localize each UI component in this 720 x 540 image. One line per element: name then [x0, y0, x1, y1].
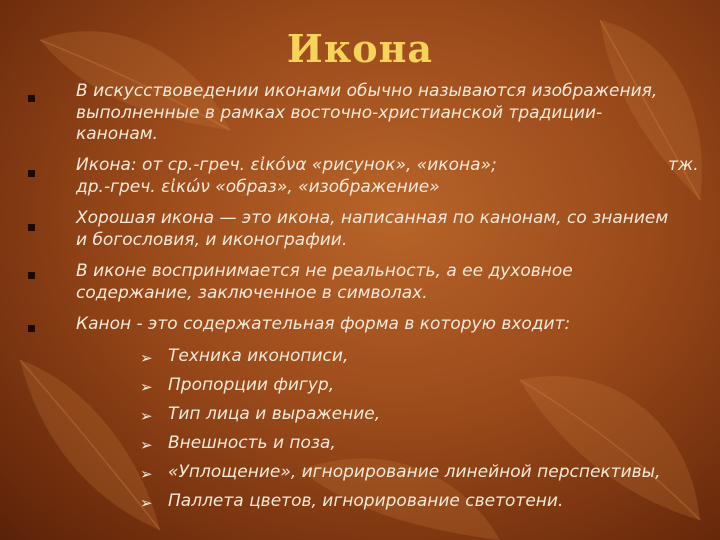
list-item-line: и богословия, и иконографии. — [76, 229, 348, 250]
arrowhead-icon: ➢ — [140, 407, 153, 425]
list-item-line: В искусствоведении иконами обычно называются изображения, — [76, 81, 658, 101]
sub-list-item: Внешность и поза, — [168, 433, 336, 453]
list-item — [76, 261, 706, 304]
arrowhead-icon: ➢ — [140, 494, 153, 512]
square-bullet-icon — [28, 325, 35, 332]
list-item — [76, 155, 706, 198]
arrowhead-icon: ➢ — [140, 378, 153, 396]
list-item-line: Икона: от ср.-греч. εἰκόνα «рисунок», «икона»; — [76, 155, 497, 175]
sub-list-item: Тип лица и выражение, — [168, 404, 381, 424]
square-bullet-icon — [28, 224, 35, 231]
list-item — [76, 314, 706, 336]
square-bullet-icon — [28, 272, 35, 279]
list-item-line: Канон - это содержательная форма в которую входит: — [76, 314, 571, 334]
sub-list-item: Пропорции фигур, — [168, 375, 335, 395]
list-item-line: выполненные в рамках восточно-христианской традиции- — [76, 102, 603, 123]
list-item — [76, 81, 706, 146]
square-bullet-icon — [28, 95, 35, 102]
list-item-line: Хорошая икона — это икона, написанная по канонам, со знанием — [76, 208, 669, 228]
arrowhead-icon: ➢ — [140, 436, 153, 454]
sub-list-item: Техника иконописи, — [168, 346, 349, 366]
sub-list-item: Паллета цветов, игнорирование светотени. — [168, 491, 564, 511]
list-item-line: В иконе воспринимается не реальность, а ее духовное — [76, 261, 573, 281]
list-item-line: канонам. — [76, 124, 158, 144]
list-item — [76, 208, 706, 251]
list-item-extra: тж. — [668, 155, 699, 175]
list-item-line: содержание, заключенное в символах. — [76, 282, 428, 303]
page-title: Икона — [286, 26, 434, 71]
arrowhead-icon: ➢ — [140, 465, 153, 483]
arrowhead-icon: ➢ — [140, 349, 153, 367]
list-item-line: др.-греч. εἰκών «образ», «изображение» — [76, 176, 440, 197]
sub-list-item: «Уплощение», игнорирование линейной перспективы, — [168, 462, 661, 482]
square-bullet-icon — [28, 170, 35, 177]
